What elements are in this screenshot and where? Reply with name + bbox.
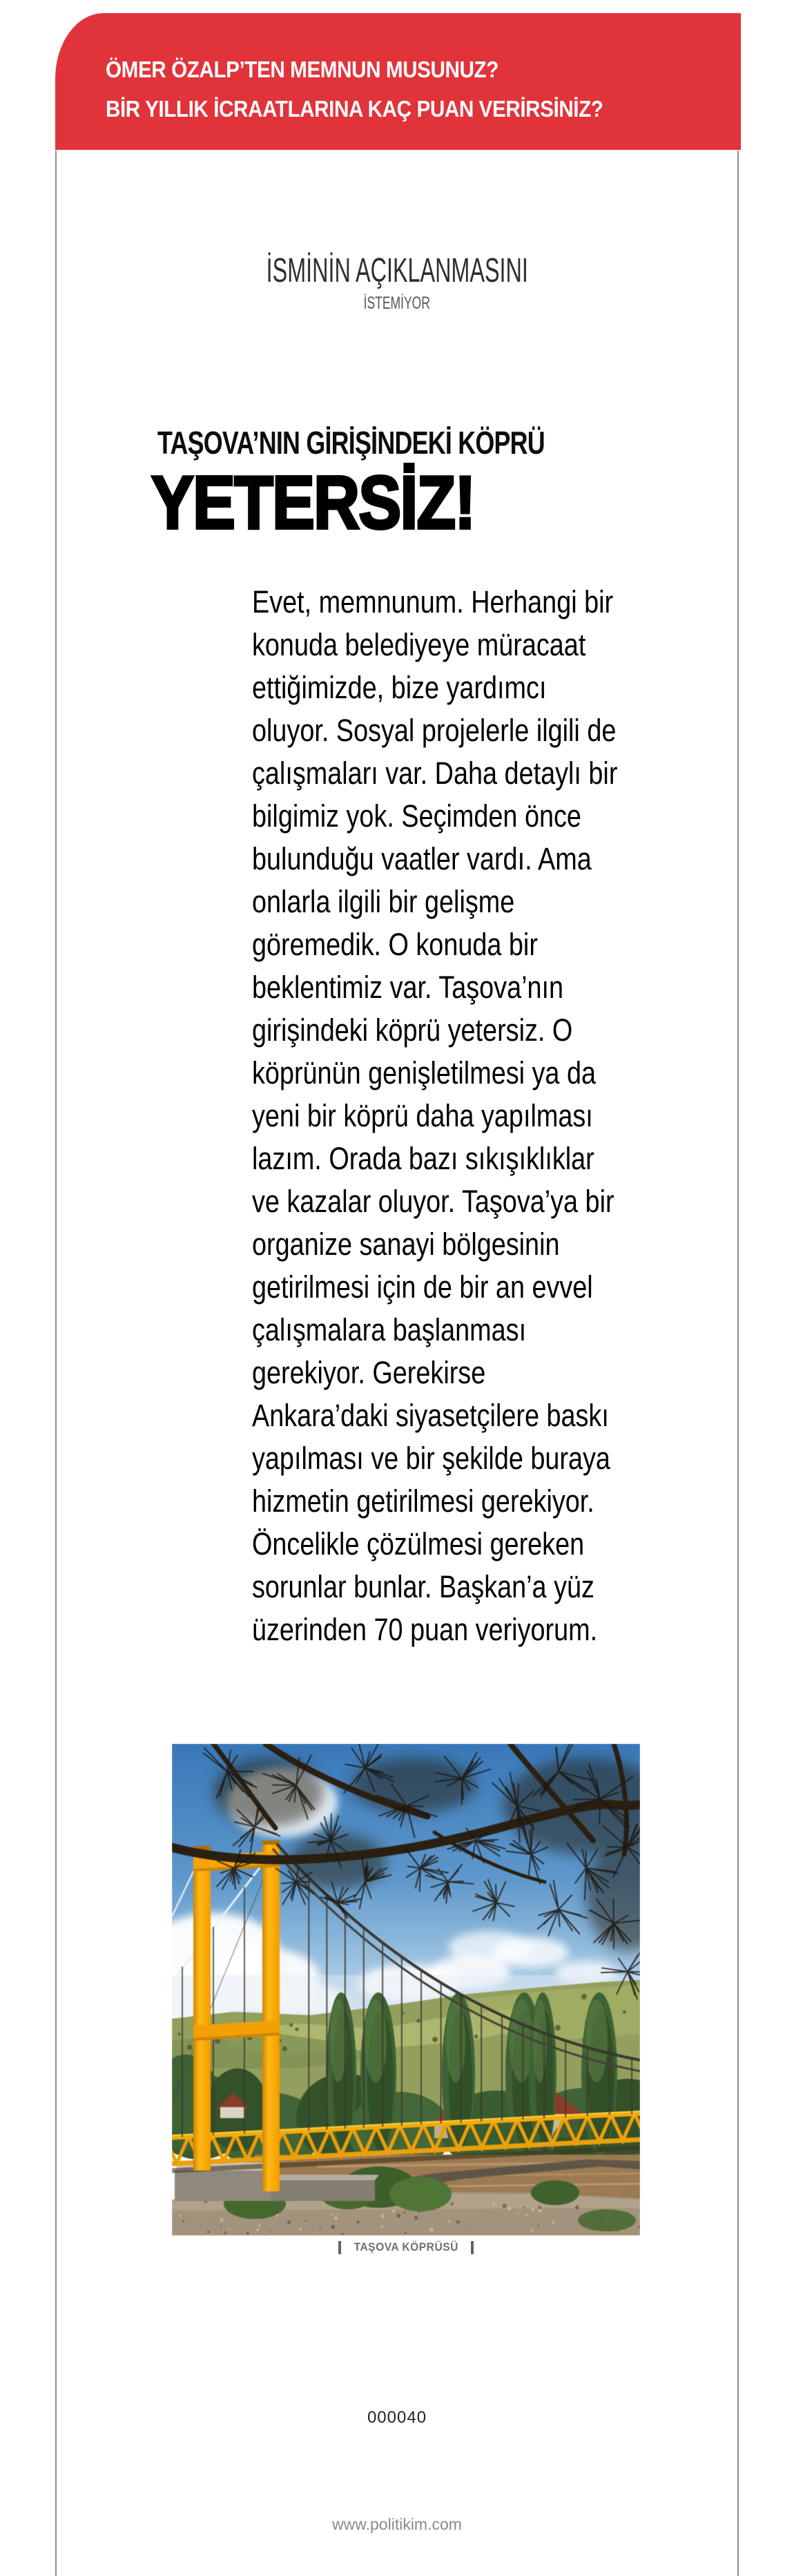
body-text-line: çalışmaları var. Daha detaylı bir — [252, 756, 618, 791]
body-text-line: ve kazalar oluyor. Taşova’ya bir — [252, 1184, 614, 1219]
banner-question-line1: ÖMER ÖZALP’TEN MEMNUN MUSUNUZ? — [106, 57, 498, 82]
body-text-line: girişindeki köprü yetersiz. O — [252, 1012, 573, 1048]
interviewee-name-text: İSMİNİN AÇIKLANMASINI — [266, 252, 528, 289]
body-text-line: göremedik. O konuda bir — [252, 927, 538, 962]
page-number: 000040 — [367, 2408, 427, 2427]
body-text-line: üzerinden 70 puan veriyorum. — [252, 1612, 598, 1647]
interviewee-name-line — [56, 251, 738, 290]
body-text-line: lazım. Orada bazı sıkışıklıklar — [252, 1141, 594, 1176]
body-text-line: Ankara’daki siyasetçilere baskı — [252, 1398, 609, 1433]
body-text-line: bilgimiz yok. Seçimden önce — [252, 798, 581, 834]
photo-caption — [172, 2240, 640, 2262]
question-banner — [55, 13, 741, 150]
body-text-line: çalışmalara başlanması — [252, 1312, 527, 1347]
body-text-line: konuda belediyeye müracaat — [252, 627, 586, 662]
body-text-line: onlarla ilgili bir gelişme — [252, 884, 515, 919]
body-text-line: bulunduğu vaatler vardı. Ama — [252, 841, 592, 876]
body-text-line: hizmetin getirilmesi gerekiyor. — [252, 1483, 594, 1519]
body-text-line: yeni bir köprü daha yapılması — [252, 1098, 593, 1133]
body-text-line: köprünün genişletilmesi ya da — [252, 1055, 597, 1090]
body-text-line: Evet, memnunum. Herhangi bir — [252, 584, 614, 619]
headline-kicker: TAŞOVA’NIN GİRİŞİNDEKİ KÖPRÜ — [157, 425, 545, 461]
body-text-line: getirilmesi için de bir an evvel — [252, 1269, 593, 1305]
body-text-line: gerekiyor. Gerekirse — [252, 1355, 486, 1390]
banner-question-line2: BİR YILLIK İCRAATLARINA KAÇ PUAN VERİRSİNİZ? — [106, 96, 603, 122]
body-text-line: beklentimiz var. Taşova’nın — [252, 970, 564, 1005]
body-text-line: Öncelikle çözülmesi gereken — [252, 1526, 585, 1561]
body-text-line: ettiğimizde, bize yardımcı — [252, 670, 547, 705]
article-photo — [172, 1744, 640, 2236]
body-text-line: sorunlar bunlar. Başkan’a yüz — [252, 1569, 594, 1604]
website-link[interactable]: www.politikim.com — [332, 2515, 462, 2533]
interview-body-text — [252, 581, 687, 1651]
body-text-line: oluyor. Sosyal projelerle ilgili de — [252, 713, 617, 748]
body-text-line: yapılması ve bir şekilde buraya — [252, 1441, 610, 1476]
page-left-border — [55, 151, 57, 2576]
page-right-border — [737, 151, 739, 2576]
caption-left-bar-icon — [338, 2241, 341, 2254]
interviewee-subline-text: İSTEMİYOR — [363, 294, 431, 313]
photo-caption-text: TAŞOVA KÖPRÜSÜ — [354, 2240, 458, 2253]
headline-title: YETERSİZ! — [151, 461, 475, 545]
interviewee-subline — [56, 293, 738, 314]
body-text-line: organize sanayi bölgesinin — [252, 1227, 560, 1262]
caption-right-bar-icon — [471, 2241, 474, 2254]
